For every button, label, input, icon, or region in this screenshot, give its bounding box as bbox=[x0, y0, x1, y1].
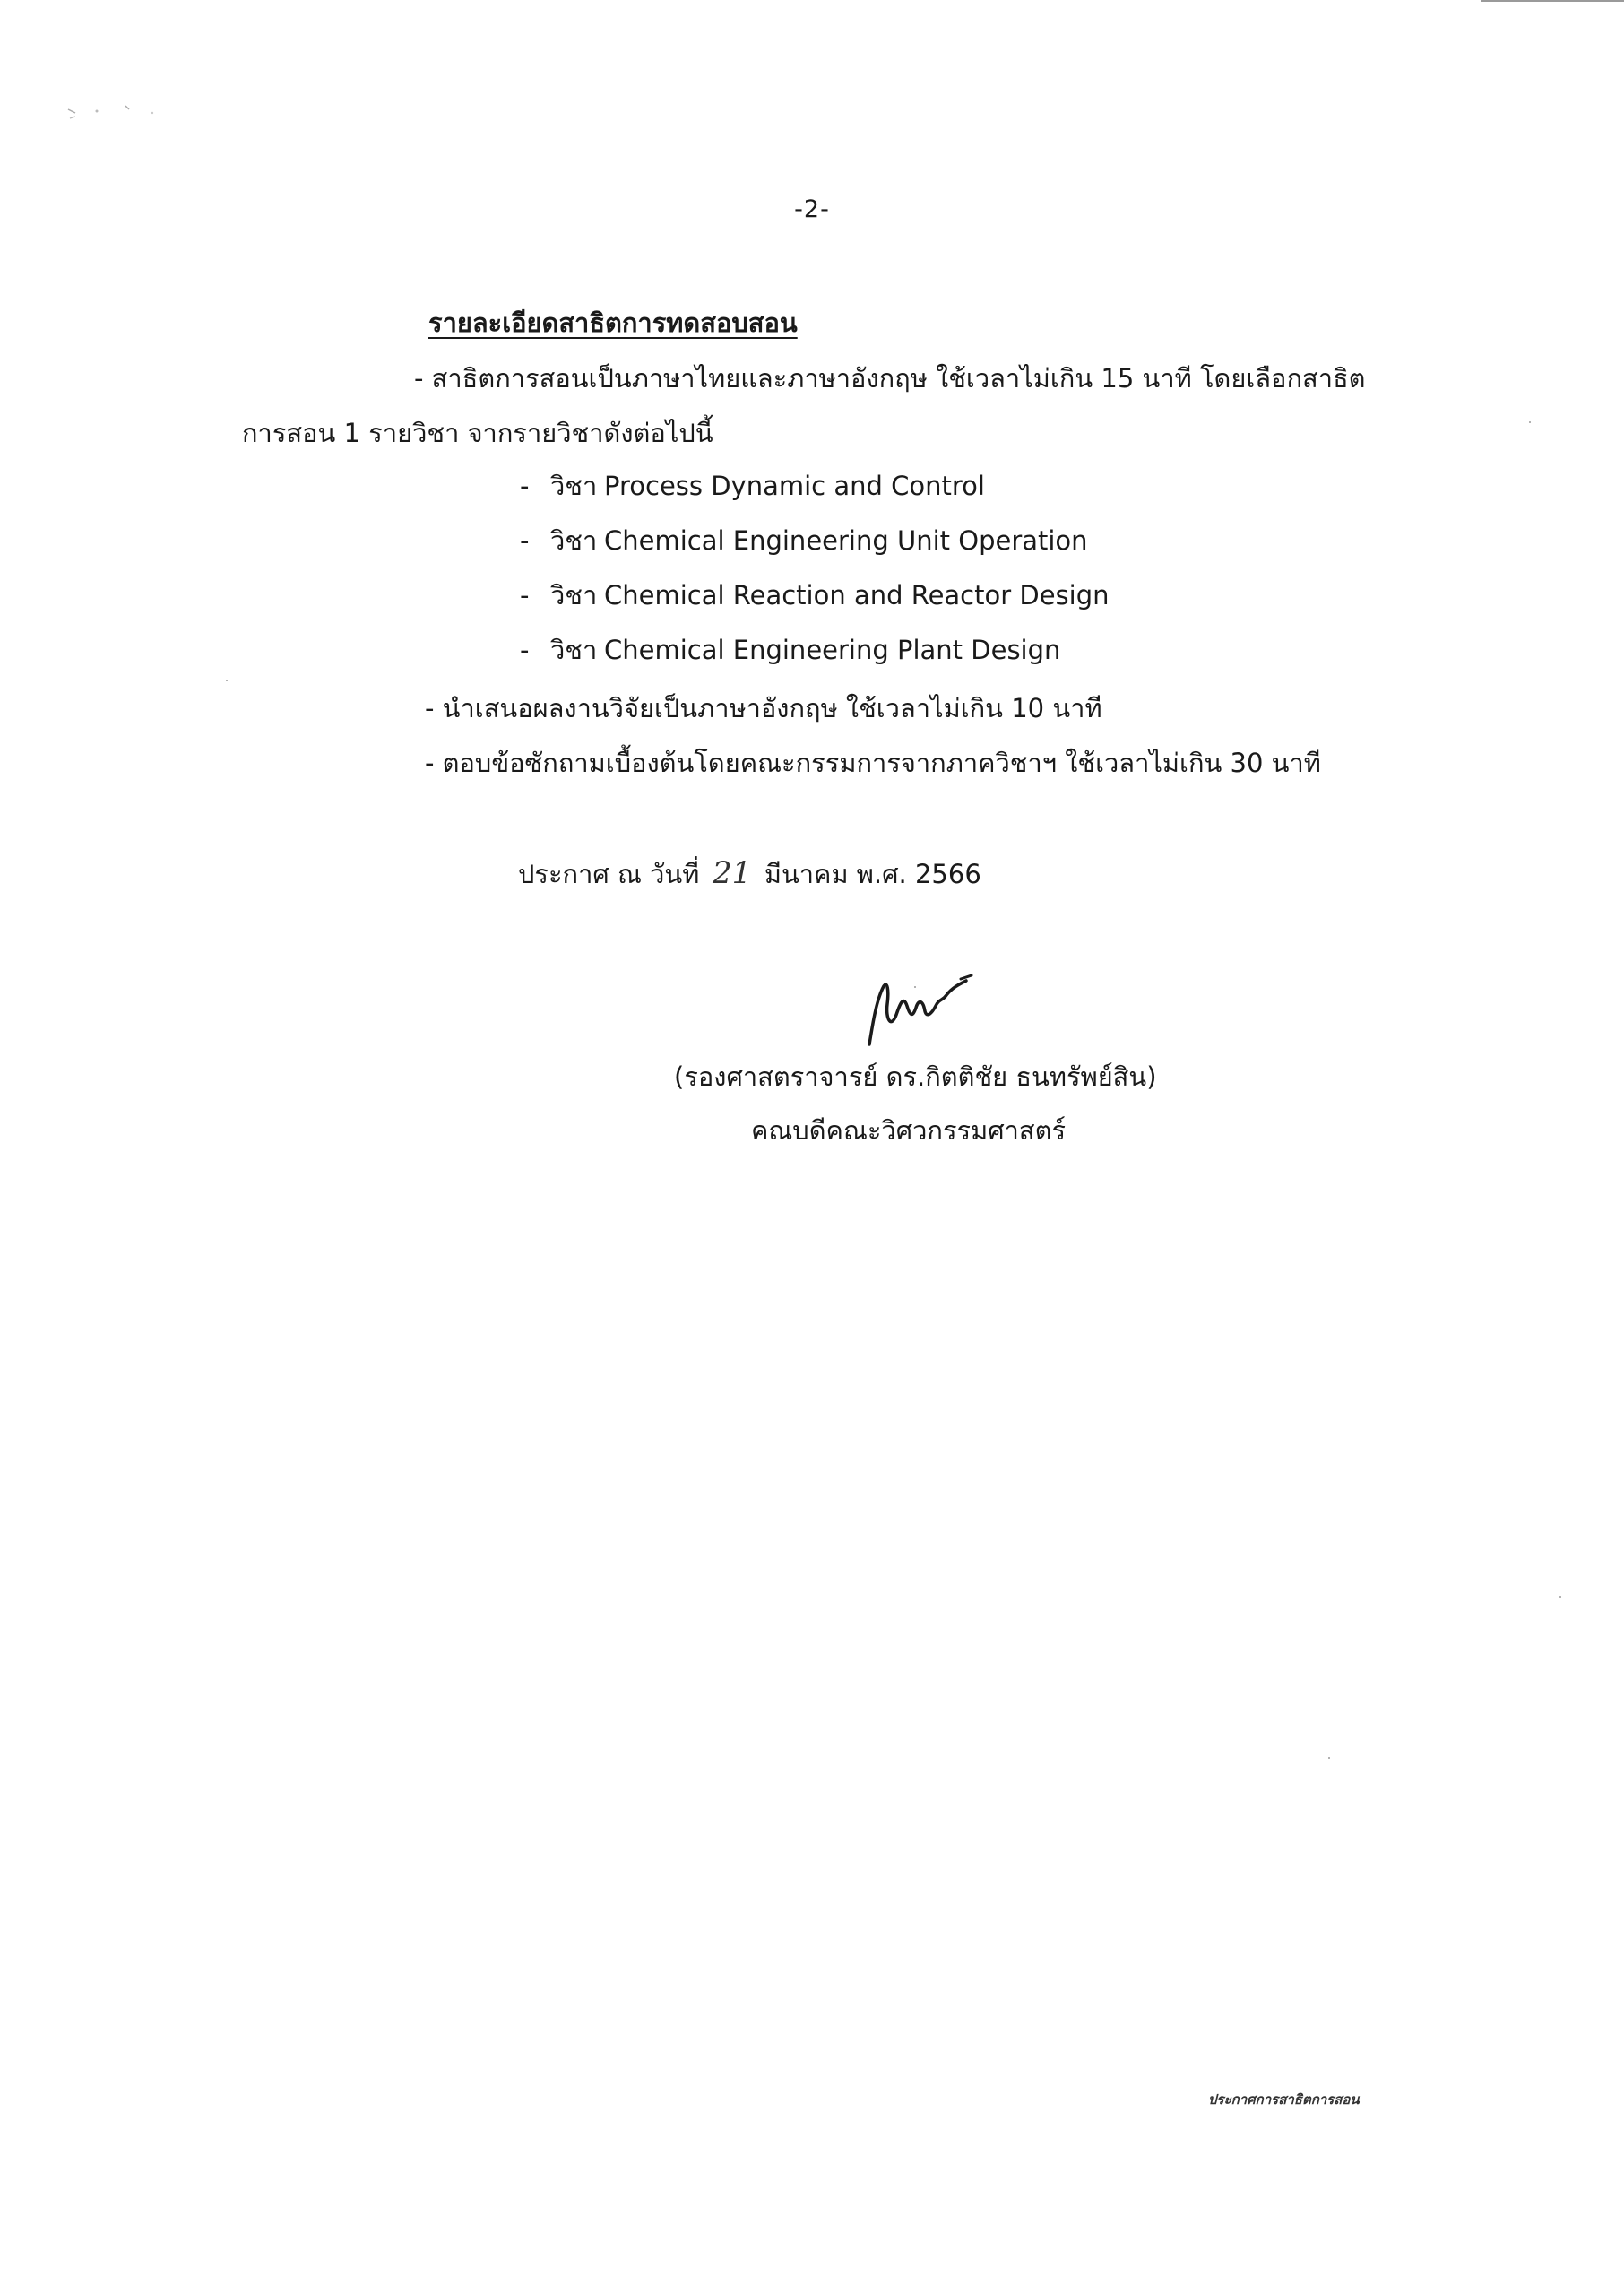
teaching-demo-line-1: - สาธิตการสอนเป็นภาษาไทยและภาษาอังกฤษ ใช้เวลาไม่เกิน 15 นาที โดยเลือกสาธิต bbox=[414, 363, 1366, 394]
scan-specks-icon bbox=[63, 99, 170, 134]
signer-title: คณบดีคณะวิศวกรรมศาสตร์ bbox=[751, 1115, 1067, 1146]
announcement-month-year: มีนาคม พ.ศ. 2566 bbox=[764, 859, 981, 889]
scan-dot bbox=[1559, 1596, 1561, 1598]
list-item bbox=[520, 577, 1110, 632]
list-dash: - bbox=[520, 471, 530, 501]
subject-prefix: วิชา bbox=[550, 525, 598, 556]
footer-note: ประกาศการสาธิตการสอน bbox=[1208, 2091, 1360, 2108]
subject-name: Chemical Engineering Plant Design bbox=[604, 635, 1061, 665]
section-heading: รายละเอียดสาธิตการทดสอบสอน bbox=[428, 307, 798, 338]
scan-dot bbox=[226, 680, 228, 681]
subject-prefix: วิชา bbox=[550, 580, 598, 611]
subject-list bbox=[520, 468, 1110, 687]
questions-line: - ตอบข้อซักถามเบื้องต้นโดยคณะกรรมการจากภาควิชาฯ ใช้เวลาไม่เกิน 30 นาที bbox=[425, 748, 1321, 778]
scan-dot bbox=[1529, 421, 1531, 423]
announcement-prefix: ประกาศ ณ วันที่ bbox=[518, 859, 700, 889]
signature-icon bbox=[860, 959, 986, 1058]
list-dash: - bbox=[520, 635, 530, 665]
list-item bbox=[520, 632, 1110, 687]
teaching-demo-line-2: การสอน 1 รายวิชา จากรายวิชาดังต่อไปนี้ bbox=[242, 418, 713, 448]
subject-name: Chemical Engineering Unit Operation bbox=[604, 525, 1088, 556]
list-dash: - bbox=[520, 580, 530, 611]
subject-prefix: วิชา bbox=[550, 635, 598, 665]
list-item bbox=[520, 468, 1110, 523]
list-item bbox=[520, 523, 1110, 577]
scan-edge-line bbox=[1481, 0, 1624, 2]
announcement-date bbox=[518, 855, 981, 892]
list-dash: - bbox=[520, 525, 530, 556]
subject-prefix: วิชา bbox=[550, 471, 598, 501]
announcement-day: 21 bbox=[712, 855, 752, 891]
subject-name: Process Dynamic and Control bbox=[604, 471, 985, 501]
subject-name: Chemical Reaction and Reactor Design bbox=[604, 580, 1110, 611]
page-number: -2- bbox=[794, 195, 830, 223]
scan-dot bbox=[914, 986, 916, 988]
signer-name: (รองศาสตราจารย์ ดร.กิตติชัย ธนทรัพย์สิน) bbox=[674, 1061, 1157, 1092]
scan-dot bbox=[1328, 1757, 1330, 1759]
research-presentation-line: - นำเสนอผลงานวิจัยเป็นภาษาอังกฤษ ใช้เวลาไม่เกิน 10 นาที bbox=[425, 693, 1102, 723]
